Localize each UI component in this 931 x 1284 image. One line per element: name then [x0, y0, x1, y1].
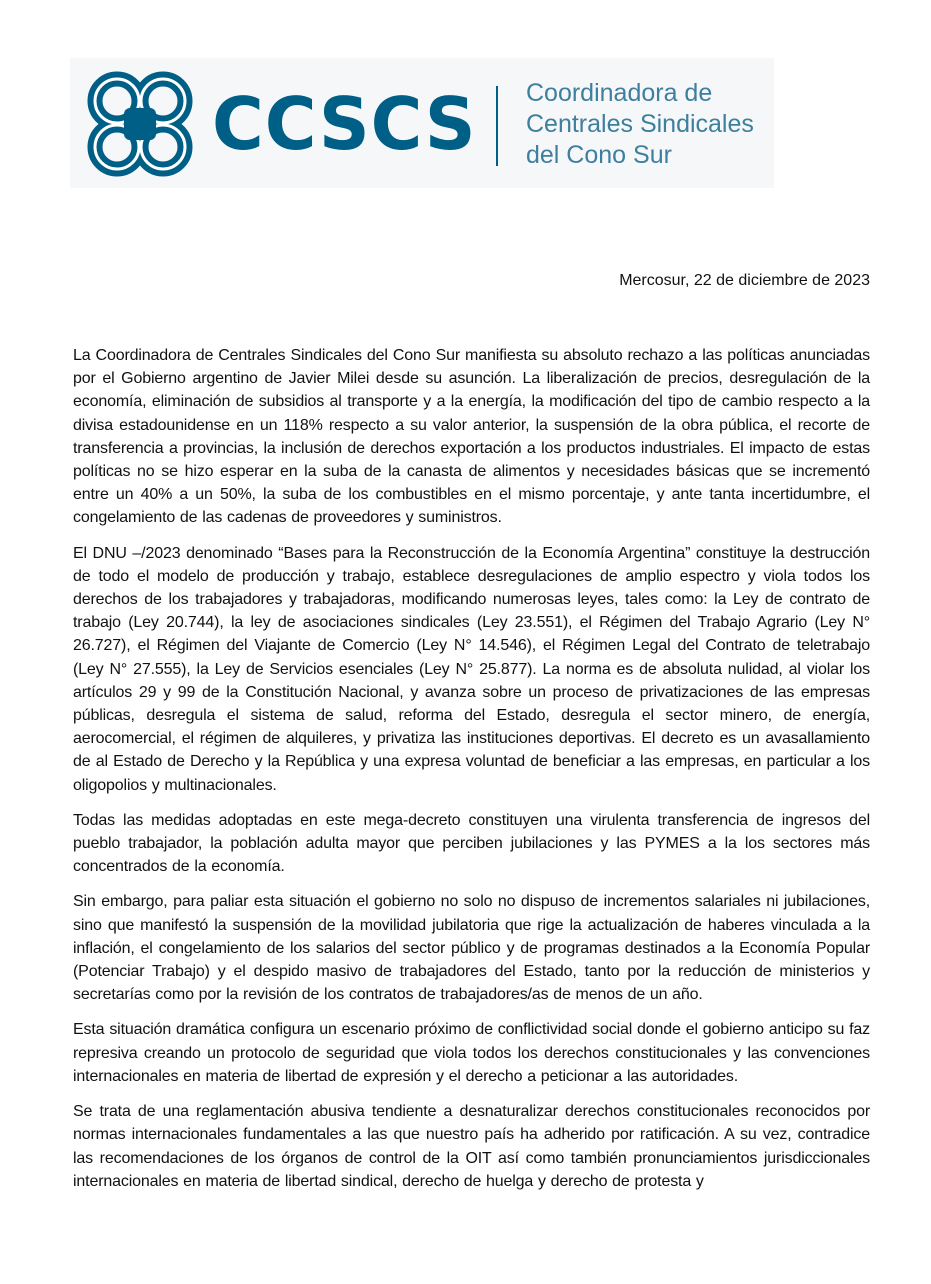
- paragraph: La Coordinadora de Centrales Sindicales del Cono Sur manifiesta su absoluto rechazo a las políticas anunciadas por el Gobierno argentino de Javier Milei desde su asunción. La liberalización de precios, desregulación de la economía, eliminación de subsidios al transporte y a la energía, la modificación del tipo de cambio respecto a la divisa estadounidense en un 118% respecto a su valor anterior, la suspensión de la obra pública, el recorte de transferencia a provincias, la inclusión de derechos exportación a los productos industriales. El impacto de estas políticas no se hizo esperar en la suba de la canasta de alimentos y necesidades básicas que se incrementó entre un 40% a un 50%, la suba de los combustibles en el mismo porcentaje, y ante tanta incertidumbre, el congelamiento de las cadenas de proveedores y suministros.: [73, 347, 870, 527]
- logo-wordmark: CCSCS: [212, 82, 477, 166]
- logo-tagline: [526, 78, 754, 171]
- paragraph: Se trata de una reglamentación abusiva tendiente a desnaturalizar derechos constitucionales reconocidos por normas internacionales fundamentales a las que nuestro país ha adherido por ratificación. A su vez, contradice las recomendaciones de los órganos de control de la OIT así como también pronunciamientos jurisdiccionales internacionales en materia de libertad sindical, derecho de huelga y derecho de protesta y: [73, 1103, 870, 1190]
- paragraph: El DNU –/2023 denominado “Bases para la Reconstrucción de la Economía Argentina” constituye la destrucción de todo el modelo de producción y trabajo, establece desregulaciones de amplio espectro y viola todos los derechos de los trabajadores y trabajadoras, modificando numerosas leyes, tales como: la Ley de contrato de trabajo (Ley 20.744), la ley de asociaciones sindicales (Ley 23.551), el Régimen del Trabajo Agrario (Ley N° 26.727), el Régimen del Viajante de Comercio (Ley N° 14.546), el Régimen Legal del Contrato de teletrabajo (Ley N° 27.555), la Ley de Servicios esenciales (Ley N° 25.877). La norma es de absoluta nulidad, al violar los artículos 29 y 99 de la Constitución Nacional, y avanza sobre un proceso de privatizaciones de las empresas públicas, desregula el sistema de salud, reforma del Estado, desregula el sector minero, de energía, aerocomercial, el régimen de alquileres, y privatiza las instituciones deportivas. El decreto es un avasallamiento de al Estado de Derecho y la República y una expresa voluntad de beneficiar a las empresas, en particular a los oligopolios y multinacionales.: [73, 544, 870, 794]
- paragraph: Esta situación dramática configura un escenario próximo de conflictividad social donde el gobierno anticipo su faz represiva creando un protocolo de seguridad que viola todos los derechos constitucionales y las convenciones internacionales en materia de libertad de expresión y el derecho a peticionar a las autoridades.: [73, 1021, 870, 1085]
- tagline-line: Coordinadora de: [526, 79, 713, 107]
- letterhead: [70, 58, 774, 188]
- tagline-line: Centrales Sindicales: [526, 110, 754, 138]
- ccscs-logo-icon: [84, 68, 196, 180]
- paragraph: Todas las medidas adoptadas en este mega-decreto constituyen una virulenta transferencia de ingresos del pueblo trabajador, la población adulta mayor que perciben jubilaciones y las PYMES a la los sectores más concentrados de la economía.: [73, 811, 870, 876]
- logo-divider: [496, 86, 498, 166]
- tagline-line: del Cono Sur: [526, 141, 672, 169]
- letter-body: [73, 344, 870, 1205]
- dateline: Mercosur, 22 de diciembre de 2023: [619, 272, 870, 289]
- paragraph: Sin embargo, para paliar esta situación el gobierno no solo no dispuso de incrementos salariales ni jubilaciones, sino que manifestó la suspensión de la movilidad jubilatoria que rige la actualización de haberes vinculada a la inflación, el congelamiento de los salarios del sector público y de programas destinados a la Economía Popular (Potenciar Trabajo) y el despido masivo de trabajadores del Estado, tanto por la reducción de ministerios y secretarías como por la revisión de los contratos de trabajadores/as de menos de un año.: [73, 893, 870, 1004]
